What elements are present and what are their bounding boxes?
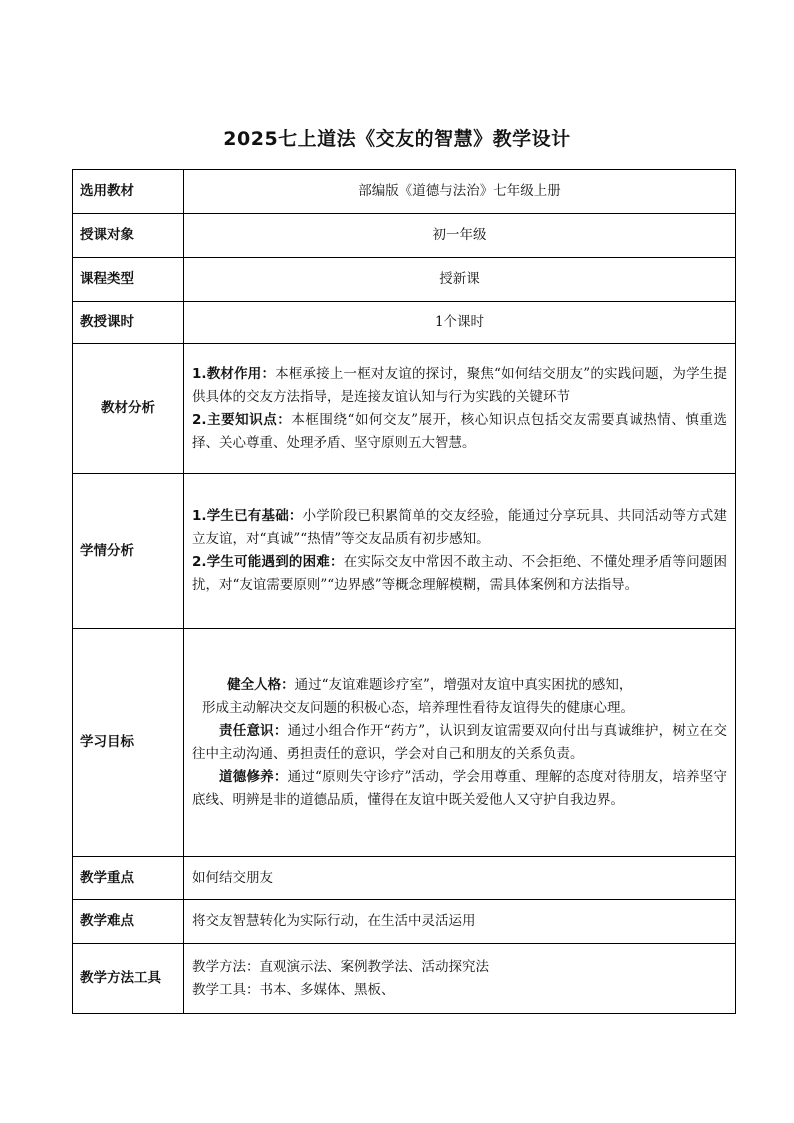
row-label-objectives: 学习目标: [73, 629, 184, 857]
material-knowledge-heading: 2.主要知识点：: [192, 411, 292, 428]
row-value-textbook: 部编版《道德与法治》七年级上册: [184, 170, 736, 214]
material-role-text: 本框承接上一框对友谊的探讨，聚焦“如何结交朋友”的实践问题，为学生提供具体的交友方法指导，是连接友谊认知与行为实践的关键环节: [192, 365, 727, 405]
row-label-audience: 授课对象: [73, 214, 184, 258]
student-difficulty-paragraph: [192, 551, 727, 597]
row-label-material-analysis: 教材分析: [73, 344, 184, 474]
row-value-key-point: 如何结交朋友: [184, 857, 736, 900]
material-role-heading: 1.教材作用：: [192, 365, 276, 382]
row-value-audience: 初一年级: [184, 214, 736, 258]
row-value-duration: 1个课时: [184, 302, 736, 344]
objective-morality-heading: 道德修养：: [219, 768, 288, 785]
row-label-methods: 教学方法工具: [73, 944, 184, 1014]
table-row: [73, 474, 736, 629]
objective-personality-heading: 健全人格：: [227, 676, 295, 693]
student-difficulty-heading: 2.学生可能遇到的困难：: [192, 554, 344, 570]
student-difficulty-text: 在实际交友中常因不敢主动、不会拒绝、不懂处理矛盾等问题困扰，对“友谊需要原则”“边界感”等概念理解模糊，需具体案例和方法指导。: [192, 554, 727, 593]
student-basis-paragraph: [192, 505, 727, 551]
objective-morality: [192, 766, 727, 812]
material-knowledge-paragraph: [192, 409, 727, 455]
table-row: [73, 258, 736, 302]
document-title: 2025七上道法《交友的智慧》教学设计: [223, 128, 571, 150]
lesson-design-table: [72, 169, 736, 1014]
material-role-paragraph: [192, 363, 727, 409]
objective-responsibility-heading: 责任意识：: [219, 722, 288, 739]
row-label-difficulty: 教学难点: [73, 900, 184, 944]
table-row: [73, 629, 736, 857]
table-row: [73, 944, 736, 1014]
table-row: [73, 302, 736, 344]
row-label-course-type: 课程类型: [73, 258, 184, 302]
material-knowledge-text: 本框围绕“如何交友”展开，核心知识点包括交友需要真诚热情、慎重选择、关心尊重、处理矛盾、坚守原则五大智慧。: [192, 411, 727, 451]
row-value-methods: [184, 944, 736, 1014]
student-basis-text: 小学阶段已积累简单的交友经验，能通过分享玩具、共同活动等方式建立友谊，对“真诚”“热情”等交友品质有初步感知。: [192, 508, 728, 547]
objective-personality-text: 通过“友谊难题诊疗室”，增强对友谊中真实困扰的感知，: [294, 676, 633, 693]
row-label-student-analysis: 学情分析: [73, 474, 184, 629]
row-label-duration: 教授课时: [73, 302, 184, 344]
objective-responsibility-text: 通过小组合作开“药方”，认识到友谊需要双向付出与真诚维护，树立在交往中主动沟通、勇担责任的意识，学会对自己和朋友的关系负责。: [192, 722, 727, 762]
objective-responsibility: [192, 720, 727, 766]
objective-morality-text: 通过“原则失守诊疗”活动，学会用尊重、理解的态度对待朋友，培养坚守底线、明辨是非的道德品质，懂得在友谊中既关爱他人又守护自我边界。: [192, 768, 727, 808]
table-row: [73, 170, 736, 214]
objective-personality-continuation: 形成主动解决交友问题的积极心态，培养理性看待友谊得失的健康心理。: [202, 699, 634, 716]
row-value-difficulty: 将交友智慧转化为实际行动，在生活中灵活运用: [184, 900, 736, 944]
teaching-methods-line: 教学方法：直观演示法、案例教学法、活动探究法: [192, 958, 489, 975]
row-label-textbook: 选用教材: [73, 170, 184, 214]
row-label-key-point: 教学重点: [73, 857, 184, 900]
table-row: [73, 857, 736, 900]
row-value-objectives: [184, 629, 736, 857]
row-value-material-analysis: [184, 344, 736, 474]
table-row: [73, 344, 736, 474]
student-basis-heading: 1.学生已有基础：: [192, 508, 303, 524]
table-row: [73, 214, 736, 258]
objective-personality: [192, 674, 727, 720]
teaching-tools-line: 教学工具：书本、多媒体、黑板、: [192, 981, 395, 998]
table-row: [73, 900, 736, 944]
row-value-student-analysis: [184, 474, 736, 629]
row-value-course-type: 授新课: [184, 258, 736, 302]
